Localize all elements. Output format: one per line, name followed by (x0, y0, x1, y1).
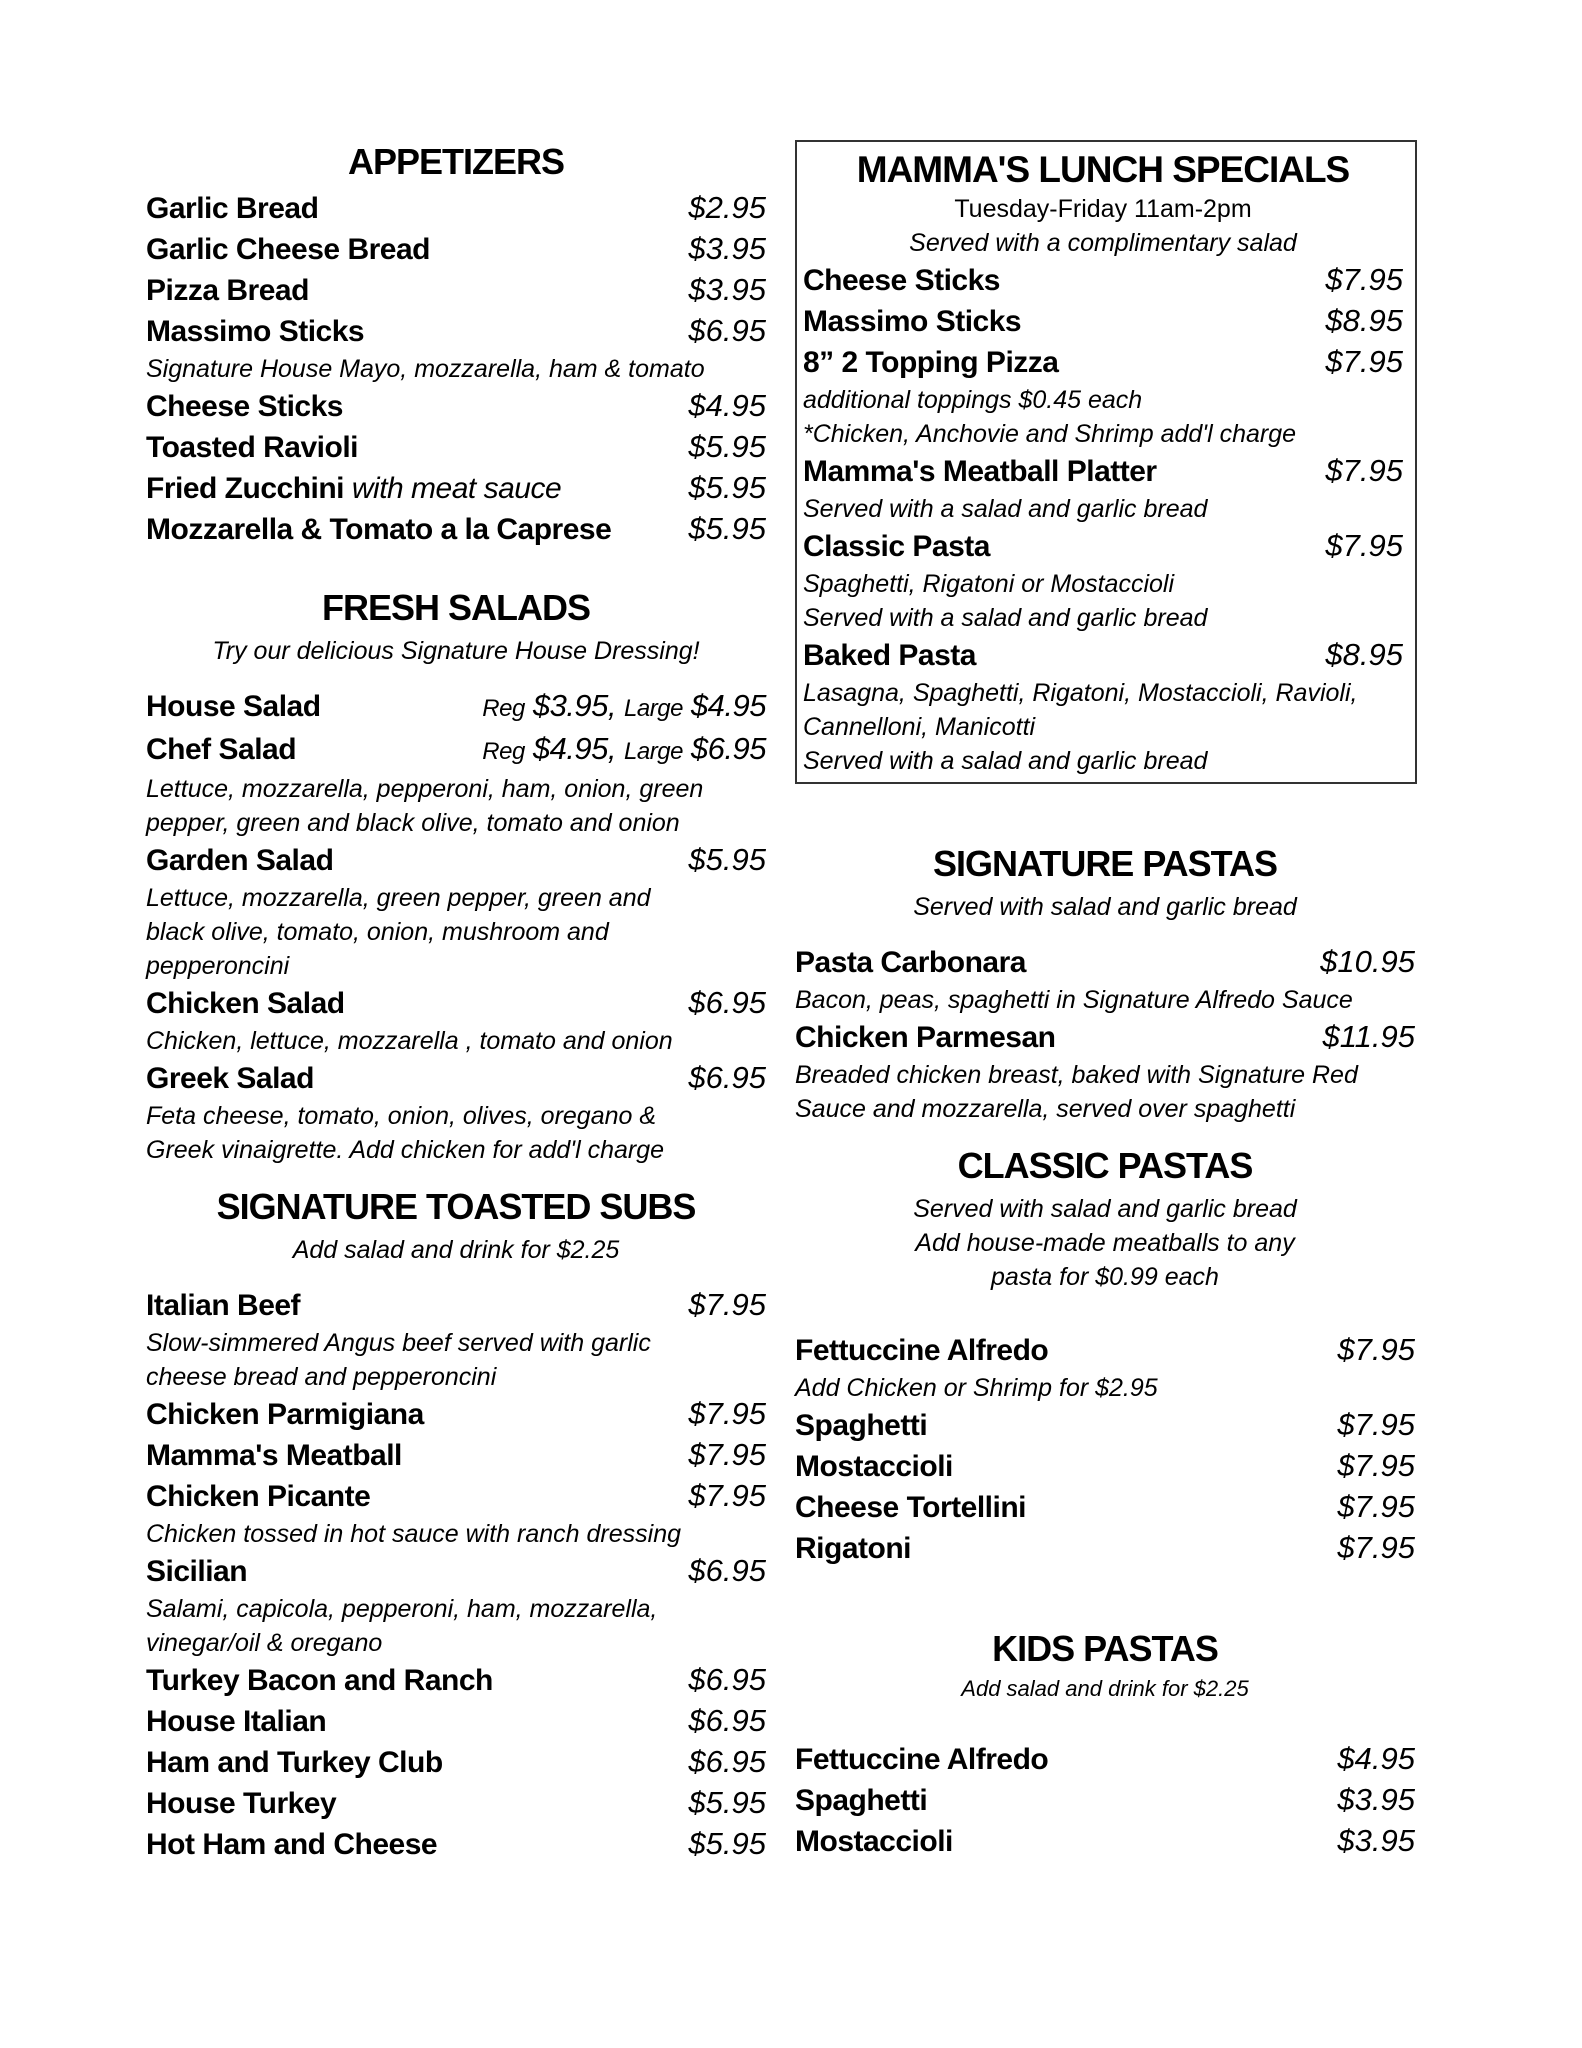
section-title: CLASSIC PASTAS (957, 1145, 1253, 1186)
menu-item: Classic Pasta $7.95 (803, 528, 1403, 563)
signature-pastas-section (795, 842, 1415, 1126)
item-description: Bacon, peas, spaghetti in Signature Alfredo Sauce (795, 986, 1353, 1014)
item-description: Lettuce, mozzarella, green pepper, green and (146, 884, 651, 912)
item-description: black olive, tomato, onion, mushroom and (146, 918, 609, 946)
menu-item: Chicken Parmigiana $7.95 (146, 1396, 766, 1431)
right-column (795, 140, 1415, 1862)
menu-item: Cheese Sticks $7.95 (803, 262, 1403, 297)
menu-item: Fried Zucchini with meat sauce $5.95 (146, 470, 766, 505)
section-title: KIDS PASTAS (992, 1628, 1218, 1669)
menu-item: Massimo Sticks $8.95 (803, 303, 1403, 338)
menu-item: Greek Salad $6.95 (146, 1060, 766, 1095)
menu-item: Garden Salad $5.95 (146, 842, 766, 877)
item-description: cheese bread and pepperoncini (146, 1363, 497, 1391)
menu-item: Pizza Bread $3.95 (146, 272, 766, 307)
item-description: Chicken, lettuce, mozzarella , tomato and onion (146, 1027, 673, 1055)
menu-item: Cheese Sticks $4.95 (146, 388, 766, 423)
item-description: *Chicken, Anchovie and Shrimp add'l charge (803, 420, 1297, 448)
menu-item: Massimo Sticks $6.95 (146, 313, 766, 348)
menu-item: House Italian $6.95 (146, 1703, 766, 1738)
item-description: Lasagna, Spaghetti, Rigatoni, Mostaccioli, Ravioli, (803, 679, 1358, 707)
item-description: Cannelloni, Manicotti (803, 713, 1036, 741)
section-title: SIGNATURE TOASTED SUBS (216, 1186, 696, 1227)
kids-pastas-section (795, 1627, 1415, 1862)
section-subtitle: Try our delicious Signature House Dressing! (212, 637, 700, 665)
menu-item: Chicken Salad $6.95 (146, 985, 766, 1020)
menu-item: Fettuccine Alfredo $4.95 (795, 1741, 1415, 1776)
menu-item: Garlic Cheese Bread $3.95 (146, 231, 766, 266)
menu-item: Mamma's Meatball Platter $7.95 (803, 453, 1403, 488)
item-description: Served with a salad and garlic bread (803, 495, 1208, 523)
menu-item: Fettuccine Alfredo $7.95 (795, 1332, 1415, 1367)
item-description: Salami, capicola, pepperoni, ham, mozzarella, (146, 1595, 658, 1623)
menu-item: Italian Beef $7.95 (146, 1287, 766, 1322)
menu-item: House Turkey $5.95 (146, 1785, 766, 1820)
section-subtitle: pasta for $0.99 each (991, 1263, 1219, 1291)
item-description: Breaded chicken breast, baked with Signature Red (795, 1061, 1358, 1089)
section-title: SIGNATURE PASTAS (932, 843, 1278, 884)
item-description: Add Chicken or Shrimp for $2.95 (795, 1374, 1158, 1402)
section-subtitle: Served with salad and garlic bread (913, 1195, 1297, 1223)
menu-item: Mamma's Meatball $7.95 (146, 1437, 766, 1472)
menu-item: 8” 2 Topping Pizza $7.95 (803, 344, 1403, 379)
section-title: FRESH SALADS (321, 587, 591, 628)
subs-section (146, 1185, 766, 1865)
item-description: Sauce and mozzarella, served over spaghetti (795, 1095, 1296, 1123)
item-description: pepperoncini (146, 952, 290, 980)
menu-item: Spaghetti $7.95 (795, 1407, 1415, 1442)
menu-item: Spaghetti $3.95 (795, 1782, 1415, 1817)
section-subtitle: Served with a complimentary salad (909, 229, 1297, 257)
item-description: Served with a salad and garlic bread (803, 604, 1208, 632)
section-title: APPETIZERS (347, 141, 565, 182)
salads-section (146, 586, 766, 1167)
section-subtitle: Served with salad and garlic bread (913, 893, 1297, 921)
menu-item: Hot Ham and Cheese $5.95 (146, 1826, 766, 1861)
appetizers-section (146, 140, 766, 550)
menu-item: Mozzarella & Tomato a la Caprese $5.95 (146, 511, 766, 546)
menu-item: Mostaccioli $7.95 (795, 1448, 1415, 1483)
menu-item: Chicken Picante $7.95 (146, 1478, 766, 1513)
menu-item: Garlic Bread $2.95 (146, 190, 766, 225)
menu-item: Toasted Ravioli $5.95 (146, 429, 766, 464)
menu-item: Pasta Carbonara $10.95 (795, 944, 1415, 979)
menu-item: Sicilian $6.95 (146, 1553, 766, 1588)
section-title: MAMMA'S LUNCH SPECIALS (856, 149, 1350, 190)
item-description: Greek vinaigrette. Add chicken for add'l charge (146, 1136, 665, 1164)
menu-item: Turkey Bacon and Ranch $6.95 (146, 1662, 766, 1697)
menu-item: Cheese Tortellini $7.95 (795, 1489, 1415, 1524)
section-subtitle: Add house-made meatballs to any (915, 1229, 1295, 1257)
menu-item: Ham and Turkey Club $6.95 (146, 1744, 766, 1779)
item-description: additional toppings $0.45 each (803, 386, 1143, 414)
lunch-hours: Tuesday-Friday 11am-2pm (954, 195, 1252, 223)
classic-pastas-section (795, 1144, 1415, 1569)
section-subtitle: Add salad and drink for $2.25 (292, 1236, 620, 1264)
item-description: Lettuce, mozzarella, pepperoni, ham, onion, green (146, 775, 704, 803)
item-description: Slow-simmered Angus beef served with garlic (146, 1329, 651, 1357)
section-subtitle: Add salad and drink for $2.25 (961, 1676, 1249, 1701)
item-description: Feta cheese, tomato, onion, olives, oregano & (146, 1102, 657, 1130)
item-description: Served with a salad and garlic bread (803, 747, 1208, 775)
menu-item: Chicken Parmesan $11.95 (795, 1019, 1415, 1054)
menu-item: Rigatoni $7.95 (795, 1530, 1415, 1565)
left-column (146, 140, 766, 1865)
item-description: Signature House Mayo, mozzarella, ham & tomato (146, 355, 705, 383)
menu-item: Baked Pasta $8.95 (803, 637, 1403, 672)
menu-item: House Salad Reg $3.95, Large $4.95 (146, 688, 766, 723)
item-description: pepper, green and black olive, tomato and onion (146, 809, 680, 837)
item-description: Spaghetti, Rigatoni or Mostaccioli (803, 570, 1175, 598)
item-description: Chicken tossed in hot sauce with ranch dressing (146, 1520, 682, 1548)
menu-item: Mostaccioli $3.95 (795, 1823, 1415, 1858)
menu-item: Chef Salad Reg $4.95, Large $6.95 (146, 731, 766, 766)
item-description: vinegar/oil & oregano (146, 1629, 383, 1657)
lunch-specials-box (795, 140, 1417, 784)
